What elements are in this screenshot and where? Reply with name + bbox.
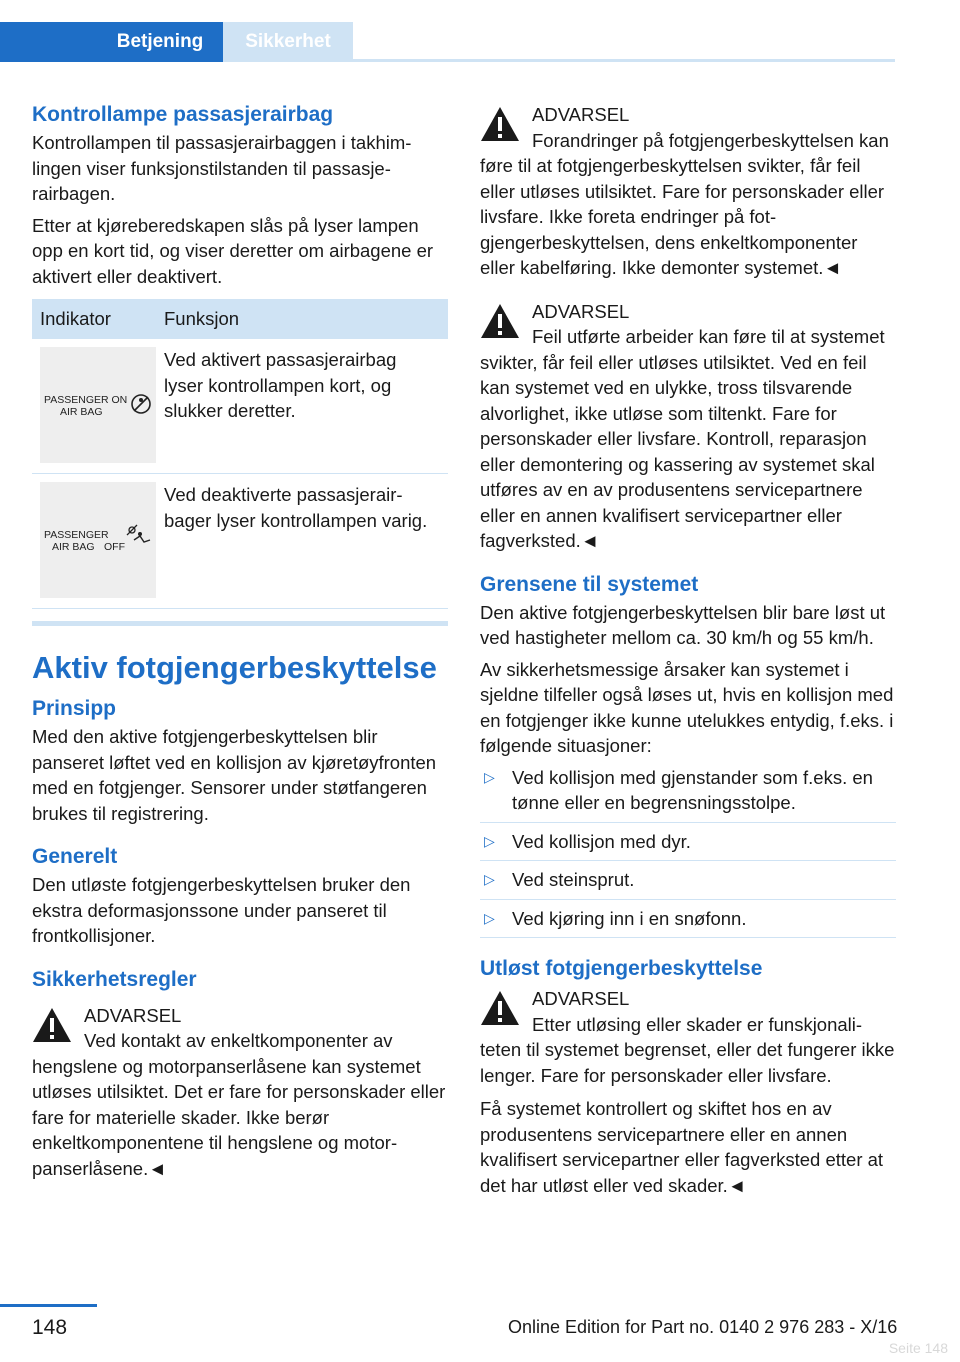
tab-betjening[interactable]: Betjening — [97, 22, 223, 62]
situation-list — [480, 765, 896, 939]
indicator-table — [32, 299, 448, 609]
icon-text: AIR BAG — [60, 406, 103, 418]
list-marker-icon: ▷ — [484, 871, 495, 887]
list-marker-icon: ▷ — [484, 909, 495, 926]
icon-text: AIR BAG — [52, 541, 95, 553]
warning-block — [32, 1003, 448, 1182]
passenger-airbag-off-icon — [40, 482, 156, 598]
warning-triangle-icon — [480, 303, 520, 339]
icon-text: PASSENGER — [44, 529, 109, 541]
list-marker-icon: ▷ — [484, 832, 495, 849]
heading-prinsipp: Prinsipp — [32, 697, 117, 720]
list-marker-icon: ▷ — [484, 768, 495, 785]
warning-title: ADVARSEL — [532, 104, 630, 125]
right-column — [480, 100, 896, 1204]
table-header-indikator: Indikator — [32, 299, 156, 339]
heading-kontrollampe: Kontrollampe passasjerairbag — [32, 103, 334, 126]
list-item: ▷ Ved kollisjon med dyr. — [480, 829, 896, 862]
warning-text: Forandringer på fotgjengerbeskyttelsen kan føre til at fotgjengerbeskyttelsen svikter, får feil eller utløses utilsiktet. Fare for personskader eller livsfare. Ikke foreta endringer på fotgjengerbeskyttelsen, dens enkeltkomponenter eller kabelføring. Ikke demonter systemet.◄ — [480, 129, 889, 278]
warning-triangle-icon — [480, 106, 520, 142]
table-row — [32, 339, 448, 474]
paragraph: Den utløste fotgjengerbeskyttelsen bruker den ekstra deformasjonssone under panseret til frontkollisjoner. — [32, 874, 411, 946]
warning-triangle-icon — [32, 1007, 72, 1043]
paragraph: Etter at kjøreberedskapen slås på lyser lampen opp en kort tid, og viser deretter om airbagene er aktivert eller deaktivert. — [32, 214, 434, 287]
paragraph: Den aktive fotgjengerbeskyttelsen blir bare løst ut ved hastigheter mellom ca. 30 km/h og 55 km/h. — [480, 601, 886, 648]
tab-sikkerhet[interactable]: Sikkerhet — [223, 22, 353, 62]
table-header-funksjon: Funksjon — [156, 299, 448, 339]
warning-block — [480, 299, 896, 554]
heading-sikkerhetsregler: Sikkerhetsregler — [32, 967, 197, 991]
passenger-airbag-on-icon — [40, 347, 156, 463]
footer-edition: Online Edition for Part no. 0140 2 976 283 - X/16 — [508, 1317, 898, 1337]
footer-rule — [0, 1304, 97, 1307]
warning-title: ADVARSEL — [532, 300, 630, 322]
table-cell-funksjon: Ved aktivert passasjerairbag lyser kontrollampen kort, og slukker deretter. — [156, 339, 448, 474]
list-item: ▷ Ved kollisjon med gjenstander som f.eks. en tønne eller en begrensningsstolpe. — [480, 765, 896, 823]
warning-text: Feil utførte arbeider kan føre til at systemet svikter, får feil eller utløses utilsiktet. Ved en feil kan systemet ved en ulykke, tross tilsvarende alvorlighet, ikke utløse som tiltenkt. Fare for personskader eller livsfare. Kontroll, reparasjon eller demontering og kassering av systemet skal utføres av en av produsentens servicepartnere eller en annen kvalifisert servicepartner eller fagverksted.◄ — [480, 326, 885, 551]
list-item: ▷ Ved kjøring inn i en snøfonn. — [480, 906, 896, 939]
warning-title: ADVARSEL — [84, 1004, 182, 1026]
page-number: 148 — [32, 1316, 68, 1339]
heading-generelt: Generelt — [32, 845, 118, 868]
tab-lead-bar — [0, 22, 97, 62]
warning-text: Ved kontakt av enkeltkomponenter av hengslene og motorpanserlåsene kan systemet utløses utilsiktet. Det er fare for personskader eller fare for materielle skader. Ikke berør enkeltkomponentene til hengslene og motorpanserlåsene.◄ — [32, 1030, 446, 1179]
warning-triangle-icon — [480, 990, 520, 1026]
chapter-tabs — [0, 22, 895, 62]
paragraph: Med den aktive fotgjengerbeskyttelsen blir panseret løftet ved en kollisjon av kjøretøyfronten med en fotgjenger. Sensorer under støtfangeren brukes til registrering. — [32, 726, 437, 824]
warning-block — [480, 102, 896, 281]
warning-title: ADVARSEL — [532, 988, 630, 1009]
heading-utlost: Utløst fotgjengerbeskyttelse — [480, 957, 763, 980]
watermark: Seite 148 — [888, 1340, 948, 1356]
warning-block — [480, 986, 896, 1088]
heading-aktiv-fotgjengerbeskyttelse: Aktiv fotgjengerbeskyttelse — [32, 650, 437, 685]
paragraph: Av sikkerhetsmessige årsaker kan systemet i sjeldne tilfeller også løses ut, hvis en kollisjon med en fotgjenger ikke kunne utelukkes entydig, f.eks. i følgende situasjoner: — [480, 658, 894, 756]
section-divider — [32, 621, 448, 626]
icon-text: OFF — [104, 541, 125, 553]
heading-grensene: Grensene til systemet — [480, 572, 699, 596]
list-item: ▷ Ved steinsprut. — [480, 867, 896, 900]
table-cell-funksjon: Ved deaktiverte passasjerairbager lyser kontrollampen varig. — [156, 474, 448, 609]
warning-text: Etter utløsing eller skader er funskjonaliteten til systemet begrenset, eller det fungerer ikke lenger. Fare for personskader eller livsfare. — [480, 1013, 895, 1086]
paragraph: Kontrollampen til passasjerairbaggen i takhimlingen viser funksjonstilstanden til passasjerairbagen. — [32, 132, 412, 204]
left-column — [32, 100, 448, 1189]
icon-text: PASSENGER ON — [44, 394, 128, 406]
paragraph: Få systemet kontrollert og skiftet hos en av produsentens servicepartnere eller en annen kvalifisert servicepartner eller fagverksted etter at det har utløst eller ved skader.◄ — [480, 1098, 884, 1196]
table-row — [32, 474, 448, 609]
